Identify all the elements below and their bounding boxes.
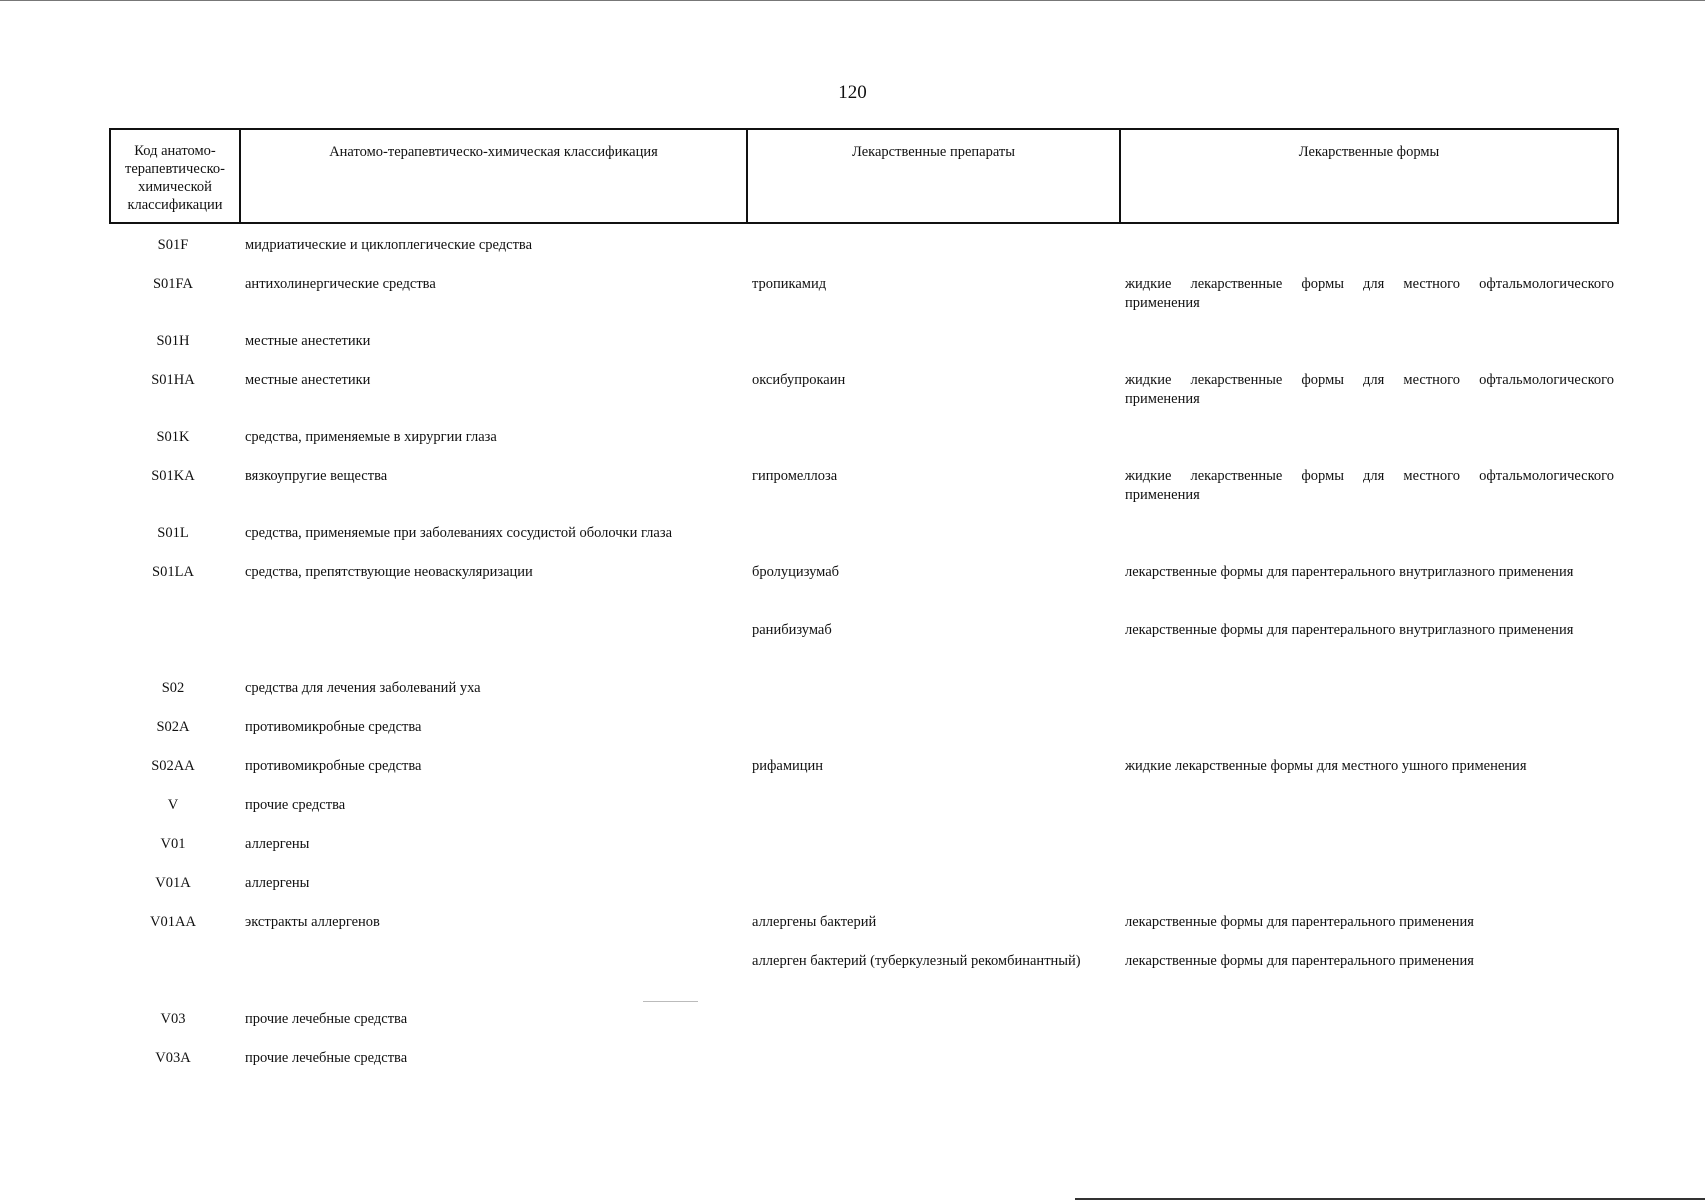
cell-classification: противомикробные средства [245, 758, 422, 774]
cell-drug: тропикамид [752, 276, 827, 292]
cell-code: S02A [156, 719, 190, 735]
cell-classification: аллергены [245, 836, 310, 852]
cell-code: S01KA [151, 468, 195, 484]
cell-classification: прочие лечебные средства [245, 1011, 408, 1027]
cell-classification: аллергены [245, 875, 310, 891]
cell-code: V01AA [150, 914, 196, 930]
header-classification: Анатомо-терапевтическо-химическая классификация [239, 130, 746, 222]
cell-classification: экстракты аллергенов [245, 914, 380, 930]
cell-code: V03A [155, 1050, 191, 1066]
cell-classification: средства, применяемые в хирургии глаза [245, 429, 497, 445]
cell-form: жидкие лекарственные формы для местного офтальмологического применения [1125, 276, 1614, 311]
cell-drug: аллергены бактерий [752, 914, 877, 930]
cell-code: S01L [157, 525, 189, 541]
cell-code: S01HA [151, 372, 195, 388]
cell-classification: прочие средства [245, 797, 346, 813]
cell-code: S01FA [152, 276, 194, 292]
cell-code: V01 [160, 836, 186, 852]
cell-classification: вязкоупругие вещества [245, 468, 388, 484]
cell-code: S01F [157, 237, 189, 253]
cell-drug: оксибупрокаин [752, 372, 846, 388]
cell-classification: средства для лечения заболеваний уха [245, 680, 481, 696]
cell-classification: антихолинергические средства [245, 276, 436, 292]
cell-classification: местные анестетики [245, 372, 371, 388]
cell-form: лекарственные формы для парентерального применения [1125, 953, 1474, 969]
header-forms: Лекарственные формы [1119, 130, 1617, 222]
cell-classification: противомикробные средства [245, 719, 422, 735]
cell-code: V01A [155, 875, 191, 891]
cell-drug: рифамицин [752, 758, 824, 774]
header-code: Код анатомо-терапевтическо-химической классификации [125, 143, 225, 213]
cell-classification: средства, препятствующие неоваскуляризации [245, 564, 533, 580]
cell-code: S01LA [152, 564, 194, 580]
cell-form: жидкие лекарственные формы для местного офтальмологического применения [1125, 468, 1614, 503]
cell-classification: мидриатические и циклоплегические средства [245, 237, 533, 253]
cell-code: S01K [156, 429, 190, 445]
cell-classification: прочие лечебные средства [245, 1050, 408, 1066]
cell-form: лекарственные формы для парентерального внутриглазного применения [1125, 622, 1574, 638]
cell-drug: аллерген бактерий (туберкулезный рекомбинантный) [752, 953, 1081, 969]
cell-drug: ранибизумаб [752, 622, 832, 638]
page-number: 120 [838, 82, 867, 103]
table-header [109, 128, 1619, 224]
cell-code: V [167, 797, 179, 813]
cell-code: S02AA [151, 758, 195, 774]
cell-drug: бролуцизумаб [752, 564, 840, 580]
scan-artifact-line [643, 1001, 698, 1002]
page-top-edge [0, 0, 1705, 1]
cell-form: лекарственные формы для парентерального внутриглазного применения [1125, 564, 1574, 580]
cell-form: лекарственные формы для парентерального применения [1125, 914, 1474, 930]
cell-classification: средства, применяемые при заболеваниях сосудистой оболочки глаза [245, 525, 673, 541]
cell-code: S01H [156, 333, 190, 349]
cell-form: жидкие лекарственные формы для местного офтальмологического применения [1125, 372, 1614, 407]
header-drugs: Лекарственные препараты [746, 130, 1119, 222]
cell-form: жидкие лекарственные формы для местного ушного применения [1125, 758, 1527, 774]
cell-drug: гипромеллоза [752, 468, 838, 484]
cell-code: V03 [160, 1011, 186, 1027]
cell-classification: местные анестетики [245, 333, 371, 349]
cell-code: S02 [161, 680, 185, 696]
